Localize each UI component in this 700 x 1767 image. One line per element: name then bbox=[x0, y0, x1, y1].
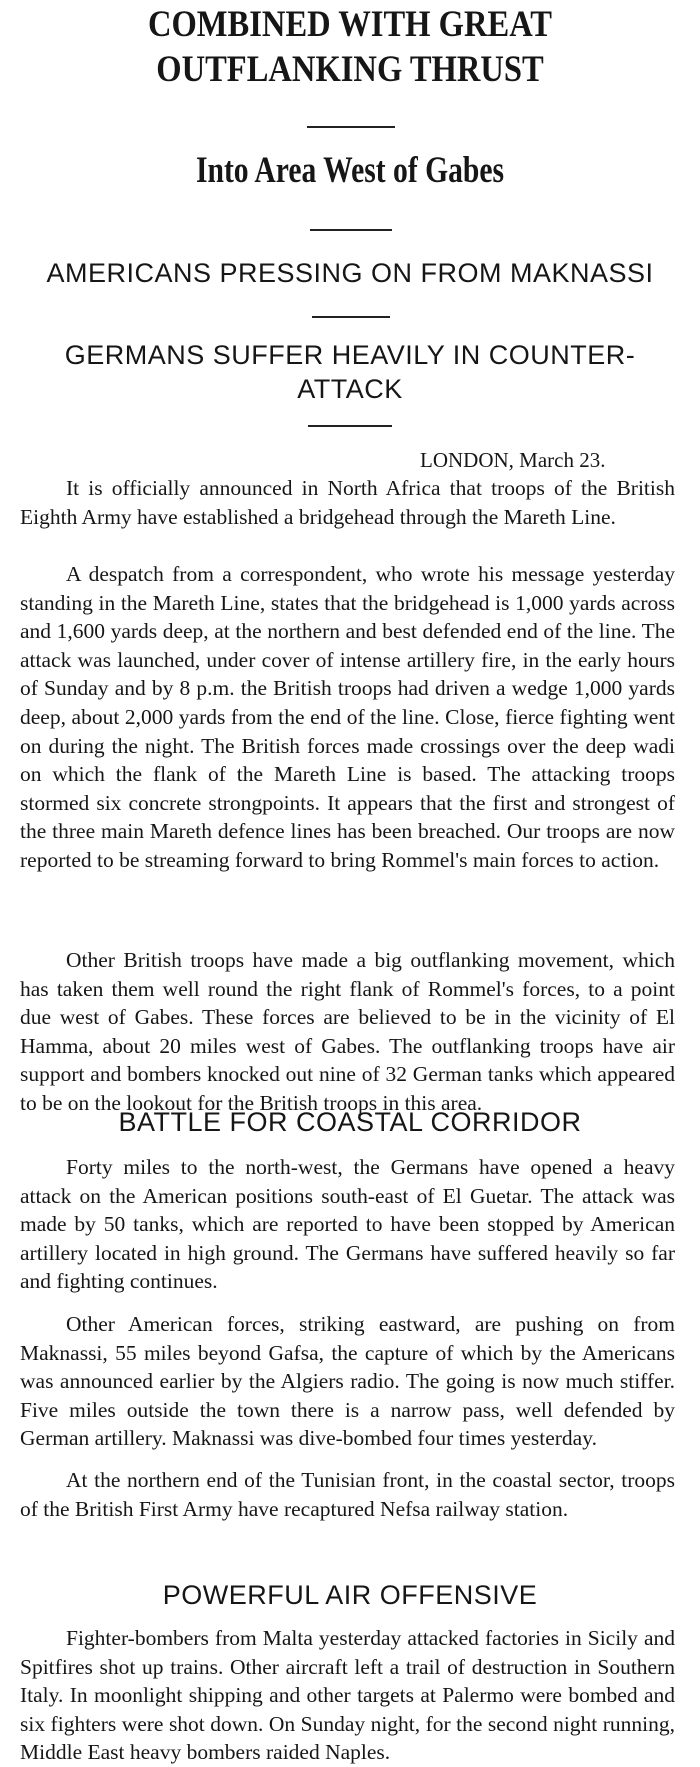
headline-divider bbox=[307, 126, 395, 128]
article-paragraph: It is officially announced in North Africa that troops of the British Eighth Army have established a bridgehead through the Mareth Line. bbox=[20, 476, 675, 529]
section-subhead: BATTLE FOR COASTAL CORRIDOR bbox=[118, 1107, 582, 1137]
section-subhead: POWERFUL AIR OFFENSIVE bbox=[162, 1580, 538, 1610]
headline-divider bbox=[310, 229, 392, 231]
article-paragraph: Fighter-bombers from Malta yesterday attacked factories in Sicily and Spitfires shot up trains. Other aircraft left a trail of destruction in Southern Italy. In moonlight shipping and other targets at Palermo were bombed and six fighters were shot down. On Sunday night, for the second night running, Middle East heavy bombers raided Naples. bbox=[20, 1626, 675, 1765]
article-paragraph: Forty miles to the north-west, the Germans have opened a heavy attack on the American positions south-east of El Guetar. The attack was made by 50 tanks, which are reported to have been stopped by American artillery located in high ground. The Germans have suffered heavily so far and fighting continues. bbox=[20, 1155, 675, 1294]
article-paragraph: At the northern end of the Tunisian front, in the coastal sector, troops of the British First Army have recaptured Nefsa railway station. bbox=[20, 1468, 675, 1521]
headline-divider bbox=[308, 425, 392, 427]
article-paragraph: A despatch from a correspondent, who wrote his message yesterday standing in the Mareth Line, states that the bridgehead is 1,000 yards across and 1,600 yards deep, at the northern and best defended end of the line. The attack was launched, under cover of intense artillery fire, in the early hours of Sunday and by 8 p.m. the British troops had driven a wedge 1,000 yards deep, about 2,000 yards from the end of the line. Close, fierce fighting went on during the night. The British forces made crossings over the deep wadi on which the flank of the Mareth Line is based. The attacking troops stormed six concrete strongpoints. It appears that the first and strongest of the three main Mareth defence lines has been breached. Our troops are now reported to be streaming forward to bring Rommel's main forces to action. bbox=[20, 562, 675, 872]
article-paragraph: Other American forces, striking eastward, are pushing on from Maknassi, 55 miles beyond Gafsa, the capture of which by the Americans was announced earlier by the Algiers radio. The going is now much stiffer. Five miles outside the town there is a narrow pass, well defended by German artillery. Maknassi was dive-bombed four times yesterday. bbox=[20, 1312, 675, 1451]
third-headline: AMERICANS PRESSING ON FROM MAKNASSI bbox=[46, 258, 654, 288]
main-headline: COMBINED WITH GREAT OUTFLANKING THRUST bbox=[147, 4, 553, 90]
headline-divider bbox=[312, 316, 390, 318]
article-paragraph: Other British troops have made a big outflanking movement, which has taken them well round the right flank of Rommel's forces, to a point due west of Gabes. These forces are believed to be in the vicinity of El Hamma, about 20 miles west of Gabes. The outflanking troops have air support and bombers knocked out nine of 32 German tanks which appeared to be on the lookout for the British troops in this area. bbox=[20, 948, 675, 1115]
fourth-headline: GERMANS SUFFER HEAVILY IN COUNTER-ATTACK bbox=[64, 340, 636, 404]
dateline: LONDON, March 23. bbox=[420, 448, 606, 472]
second-headline: Into Area West of Gabes bbox=[195, 150, 505, 191]
